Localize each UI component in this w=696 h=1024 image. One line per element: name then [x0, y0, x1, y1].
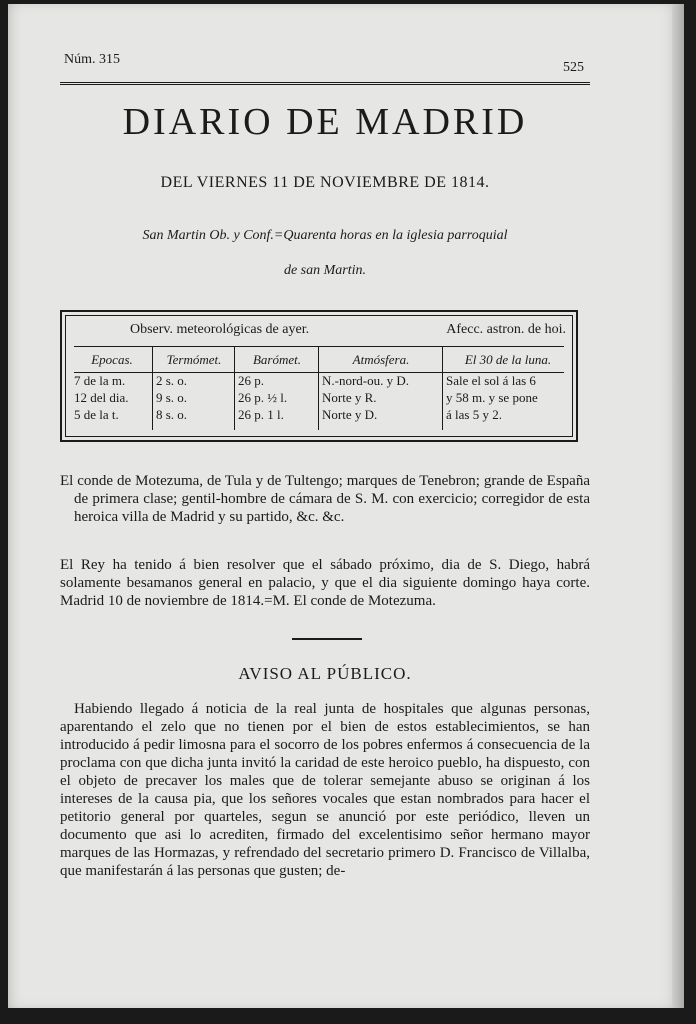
paragraph-royal-decree: El Rey ha tenido á bien resolver que el sábado próximo, dia de S. Diego, habrá solamente besamanos general en palacio, y que el dia siguiente domingo haya corte. Madrid 10 de noviembre de 1814.=M. El conde de Motezuma.: [60, 557, 590, 609]
table-cell: 26 p. ½ l.: [238, 390, 288, 405]
page-spine-shadow: [672, 4, 684, 1008]
weather-rule: [74, 346, 564, 347]
page-number: 525: [563, 60, 584, 75]
table-cell: á las 5 y 2.: [446, 407, 502, 422]
weather-title: Observ. meteorológicas de ayer.: [130, 322, 310, 337]
col-baromet: [238, 348, 316, 430]
col-header: El 30 de la luna.: [464, 352, 552, 367]
notice-title: AVISO AL PÚBLICO.: [238, 664, 412, 683]
weather-table: [60, 310, 578, 442]
table-cell: 8 s. o.: [156, 407, 188, 422]
table-cell: Sale el sol á las 6: [446, 373, 536, 388]
issue-number: Núm. 315: [64, 52, 120, 67]
column-divider: [152, 346, 153, 430]
table-cell: 2 s. o.: [156, 373, 188, 388]
col-header: Barómet.: [252, 352, 302, 367]
paragraph-text: El conde de Motezuma, de Tula y de Tultengo; marques de Tenebron; grande de España de primera clase; gentil-hombre de cámara de S. M. con exercicio; corregidor de esta heroica villa de Madrid y su partido, &c. &c.: [60, 473, 590, 525]
col-header: Termómet.: [166, 352, 222, 367]
table-cell: N.-nord-ou. y D.: [322, 373, 410, 388]
newspaper-page: [8, 4, 684, 1008]
saint-line-2: de san Martin.: [283, 263, 367, 278]
col-epocas: [74, 348, 150, 430]
column-divider: [318, 346, 319, 430]
saint-of-day: [60, 218, 590, 288]
paragraph-notice: Habiendo llegado á noticia de la real junta de hospitales que algunas personas, aparentando el zelo que no tienen por el bien de estos establecimientos, se han introducido á pedir limosna para el socorro de los pobres enfermos á consecuencia de la proclama con que dicha junta invitó la caridad de este heroico pueblo, ha dispuesto, con el objeto de precaver los males que de tolerar semejante abuso se originan á los intereses de la causa pia, que los señores vocales que estan nombrados para hacer el petitorio general por quarteles, segun se anunció por este periódico, lleven un documento que asi lo acrediten, firmado del excelentisimo señor hermano mayor marques de las Hormazas, y refrendado del secretario primero D. Francisco de Villalba, que manifestarán á las personas que gusten; de-: [60, 701, 590, 879]
table-cell: Norte y D.: [322, 407, 378, 422]
table-cell: 12 del dia.: [74, 390, 129, 405]
col-termomet: [156, 348, 232, 430]
saint-line-1: San Martin Ob. y Conf.=Quarenta horas en la iglesia parroquial: [142, 228, 508, 243]
column-divider: [234, 346, 235, 430]
column-divider: [442, 346, 443, 430]
table-cell: 5 de la t.: [74, 407, 119, 422]
col-header: Epocas.: [91, 352, 133, 367]
header-rule: [60, 82, 590, 85]
col-luna: [446, 348, 570, 430]
section-divider: [292, 638, 362, 640]
table-cell: y 58 m. y se pone: [446, 390, 538, 405]
table-cell: Norte y R.: [322, 390, 377, 405]
table-cell: 7 de la m.: [74, 373, 126, 388]
table-cell: 26 p.: [238, 373, 264, 388]
masthead: DIARIO DE MADRID: [122, 101, 528, 143]
col-header: Atmósfera.: [352, 352, 410, 367]
astro-title: Afecc. astron. de hoi.: [446, 322, 566, 337]
table-cell: 26 p. 1 l.: [238, 407, 284, 422]
col-atmosfera: [322, 348, 440, 430]
table-cell: 9 s. o.: [156, 390, 188, 405]
date-line: DEL VIERNES 11 DE NOVIEMBRE DE 1814.: [160, 174, 490, 191]
paragraph-title-of-count: [60, 472, 590, 526]
